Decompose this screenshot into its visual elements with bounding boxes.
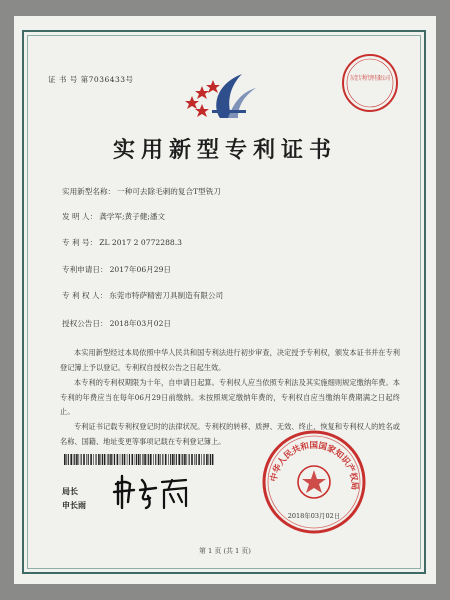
barcode-bar bbox=[96, 454, 97, 465]
barcode-bar bbox=[66, 454, 67, 465]
field-label: 实用新型名称： bbox=[62, 187, 116, 196]
barcode-bar bbox=[160, 454, 161, 465]
barcode-bar bbox=[76, 454, 78, 465]
barcode-bar bbox=[68, 454, 69, 465]
barcode-bar bbox=[74, 454, 75, 465]
field-value: 2018年03月02日 bbox=[109, 319, 171, 328]
field-value: ZL 2017 2 0772288.3 bbox=[99, 238, 182, 247]
barcode-bar bbox=[144, 454, 146, 465]
barcode-bar bbox=[98, 454, 100, 465]
barcode-bar bbox=[64, 454, 66, 465]
barcode-bar bbox=[184, 454, 186, 465]
barcode-bar bbox=[201, 454, 202, 465]
barcode-bar bbox=[153, 454, 154, 465]
barcode-bar bbox=[178, 454, 180, 465]
barcode-bar bbox=[117, 454, 119, 465]
barcode-bar bbox=[73, 454, 74, 465]
barcode-bar bbox=[132, 454, 134, 465]
barcode-bar bbox=[83, 454, 85, 465]
barcode-bar bbox=[170, 454, 171, 465]
page-title: 实用新型专利证书 bbox=[112, 137, 337, 163]
barcode-bar bbox=[187, 454, 188, 465]
field-patentee bbox=[62, 290, 223, 301]
barcode-bar bbox=[162, 454, 163, 465]
barcode-bar bbox=[176, 454, 177, 465]
body-paragraph-3: 专利证书记载专利权登记时的法律状况。专利权的转移、质押、无效、终止、恢复和专利权人的姓名或名称、国籍、地址变更等事项记载在专利登记簿上。 bbox=[60, 422, 400, 446]
field-value: 东莞市特萨精密刀具制造有限公司 bbox=[109, 291, 224, 300]
barcode-bar bbox=[168, 454, 169, 465]
barcode-bar bbox=[120, 454, 121, 465]
barcode-bar bbox=[88, 454, 89, 465]
barcode-bar bbox=[113, 454, 114, 465]
barcode-bar bbox=[209, 454, 210, 465]
barcode-bar bbox=[135, 454, 136, 465]
body-paragraph-1: 本实用新型经过本局依照中华人民共和国专利法进行初步审查，决定授予专利权，颁发本证书并在专利登记簿上予以登记。专利权自授权公告之日起生效。 bbox=[60, 348, 400, 372]
barcode-bar bbox=[138, 454, 140, 465]
body-paragraph-2: 本专利的专利权期限为十年，自申请日起算。专利权人应当依照专利法及其实施细则规定缴纳年费。本专利的年费应当在每年06月29日前缴纳。未按照规定缴纳年费的，专利权自应当缴纳年费期满之日起终止。 bbox=[60, 378, 400, 417]
page-footer: 第 1 页 (共 1 页) bbox=[199, 547, 251, 555]
barcode-bar bbox=[102, 454, 103, 465]
field-utility-model-name bbox=[62, 186, 221, 197]
barcode-bar bbox=[206, 454, 208, 465]
barcode-bar bbox=[114, 454, 115, 465]
patent-office-logo bbox=[182, 66, 264, 128]
certificate-number: 证 书 号 第7036433号 bbox=[48, 75, 134, 84]
barcode-bar bbox=[124, 454, 126, 465]
barcode-bar bbox=[101, 454, 102, 465]
official-seal bbox=[260, 428, 368, 536]
barcode-bar bbox=[196, 454, 197, 465]
field-label: 发 明 人： bbox=[62, 212, 98, 221]
barcode-bar bbox=[93, 454, 94, 465]
barcode-bar bbox=[86, 454, 87, 465]
barcode-bar bbox=[110, 454, 112, 465]
field-value: 2017年06月29日 bbox=[109, 265, 171, 274]
barcode-bar bbox=[194, 454, 195, 465]
barcode-bar bbox=[108, 454, 109, 465]
barcode-bar bbox=[104, 454, 106, 465]
field-inventors bbox=[62, 211, 165, 222]
field-label: 授权公告日： bbox=[62, 319, 108, 328]
field-grant-date bbox=[62, 318, 171, 329]
director-name: 申长雨 bbox=[62, 500, 86, 510]
barcode-bar bbox=[136, 454, 137, 465]
barcode-bar bbox=[182, 454, 183, 465]
field-label: 专利申请日： bbox=[62, 265, 108, 274]
barcode-bar bbox=[189, 454, 190, 465]
barcode-bar bbox=[79, 454, 80, 465]
agency-stamp bbox=[340, 52, 411, 114]
barcode-bar bbox=[122, 454, 123, 465]
field-application-date bbox=[62, 264, 171, 275]
director-signature bbox=[112, 472, 192, 512]
director-title: 局长 bbox=[62, 486, 78, 496]
field-value: 一种可去除毛刺的复合T型铣刀 bbox=[117, 187, 221, 196]
barcode-bar bbox=[181, 454, 182, 465]
barcode-bar bbox=[155, 454, 156, 465]
seal-text: 中华人民共和国国家知识产权局 bbox=[269, 440, 360, 491]
barcode-bar bbox=[127, 454, 128, 465]
field-label: 专 利 权 人： bbox=[62, 291, 108, 300]
field-value: 龚学军;黄子健;潘文 bbox=[99, 212, 166, 221]
seal-date: 2018年03月02日 bbox=[287, 512, 341, 520]
barcode-bar bbox=[150, 454, 152, 465]
barcode-bar bbox=[107, 454, 108, 465]
barcode-bar bbox=[140, 454, 141, 465]
barcode-bar bbox=[147, 454, 148, 465]
barcode-bar bbox=[142, 454, 143, 465]
barcode-bar bbox=[90, 454, 92, 465]
field-patent-number bbox=[62, 237, 182, 248]
barcode-bar bbox=[174, 454, 175, 465]
agency-stamp-text: 东莞专利代理有限公司 bbox=[350, 75, 411, 82]
barcode-bar bbox=[172, 454, 174, 465]
barcode bbox=[64, 454, 214, 465]
barcode-bar bbox=[204, 454, 205, 465]
barcode-bar bbox=[70, 454, 72, 465]
barcode-bar bbox=[129, 454, 130, 465]
barcode-bar bbox=[81, 454, 82, 465]
barcode-bar bbox=[210, 454, 211, 465]
barcode-bar bbox=[165, 454, 167, 465]
barcode-bar bbox=[212, 454, 214, 465]
barcode-bar bbox=[158, 454, 160, 465]
barcode-bar bbox=[148, 454, 149, 465]
field-label: 专 利 号： bbox=[62, 238, 98, 247]
barcode-bar bbox=[191, 454, 193, 465]
barcode-bar bbox=[198, 454, 200, 465]
